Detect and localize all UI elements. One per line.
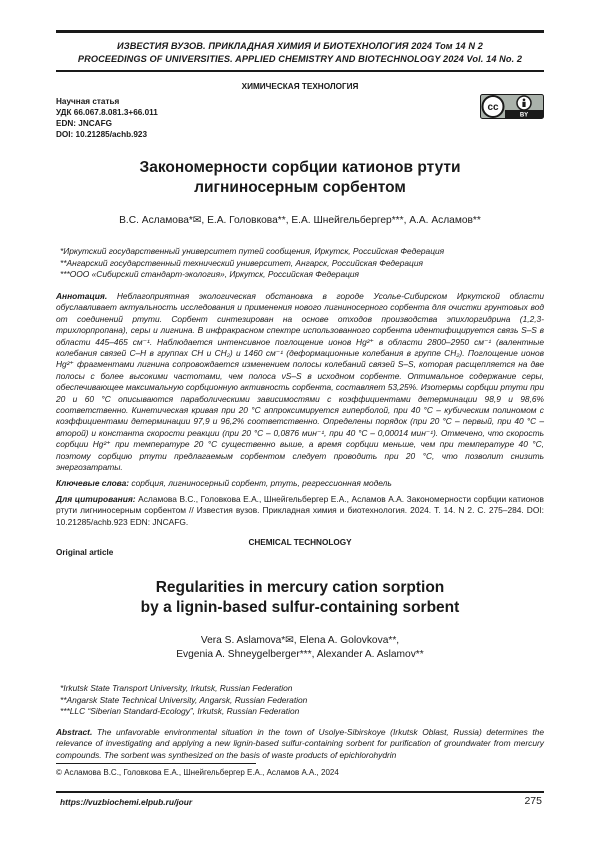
citation-text: Асламова В.С., Головкова Е.А., Шнейгельбергер Е.А., Асламов А.А. Закономерности сорбции катионов ртути лигниносерным сорбентом // Известия вузов. Прикладная химия и биотехнология. 2024. Т. 14. N 2. С. 275–284. DOI: 10.21285/achb.923 EDN: JNCAFG. <box>56 494 545 527</box>
abstract-ru <box>56 291 544 474</box>
footer-rule <box>56 791 544 793</box>
title-ru-line2: лигниносерным сорбентом <box>194 179 406 196</box>
title-ru-line1: Закономерности сорбции катионов ртути <box>139 159 461 176</box>
title-ru <box>56 158 544 198</box>
affiliation-ru-2: **Ангарский государственный технический университет, Ангарск, Российская Федерация <box>60 257 423 268</box>
journal-title-ru: ИЗВЕСТИЯ ВУЗОВ. ПРИКЛАДНАЯ ХИМИЯ И БИОТЕХНОЛОГИЯ 2024 Том 14 N 2 <box>116 41 483 51</box>
keywords-ru-text: сорбция, лигниносерный сорбент, ртуть, регрессионная модель <box>131 478 392 488</box>
doi: DOI: 10.21285/achb.923 <box>56 130 148 139</box>
journal-header <box>56 40 544 66</box>
title-en <box>56 578 544 618</box>
affiliation-en-3: ***LLC “Siberian Standard-Ecology”, Irkutsk, Russian Federation <box>60 706 300 716</box>
rubric-ru: ХИМИЧЕСКАЯ ТЕХНОЛОГИЯ <box>241 82 359 91</box>
affiliation-ru-3: ***ООО «Сибирский стандарт-экология», Иркутск, Российская Федерация <box>60 269 360 279</box>
affiliation-en-2: **Angarsk State Technical University, Angarsk, Russian Federation <box>60 694 308 705</box>
article-type-ru: Научная статья <box>56 97 120 106</box>
abstract-en <box>56 727 544 761</box>
page-number: 275 <box>524 795 542 807</box>
title-en-line1: Regularities in mercury cation sorption <box>155 579 445 596</box>
abstract-en-label: Abstract. <box>56 727 93 737</box>
abstract-ru-text: Неблагоприятная экологическая обстановка в городе Усолье-Сибирском Иркутской области обуславливает актуальность исследования и применения нового лигниносерного сорбента для очистки грунтовых вод от соединений ртути. Сорбент синтезирован на основе отходов производства эпихлоргидрина (1,2,3-трихлорпропана), серы и лигнина. В инфракрасном спектре использованного сорбента идентифицируется связь S–S в области 445–465 см⁻¹. Наблюдается интенсивное поглощение ионов Hg²⁺ в области 2800–2950 см⁻¹ (валентные колебания связей C–H в группах CH и CH₂) и 1460 см⁻¹ (деформационные колебания в группе CH₂). Поглощение ионов Hg²⁺ фрагментами лигнина сопровождается изменением полосы колебаний связей S–S, которая расщепляется на две полосы с более высокими частотами, чем полоса νS–S в исходном сорбенте. Оптимальное содержание серы, обеспечивающее максимальную сорбционную активность сорбента, составляет 53,25%. Изотермы сорбции ртути при 20 и 60 °C описываются параболическими зависимостями с коэффициентами детерминации 98,9 и 98,6% соответственно. Кинетическая кривая при 20 °C аппроксимируется гиперболой, при 40 °C – кубическим полиномом с коэффициентами детерминации 97,9 и 96,2% соответственно. Определены порядок (при 20 °C – первый, при 40 °C – второй) и константа скорости реакции (при 20 °C – 0,0876 мин⁻¹, при 40 °C – 0,00014 мин⁻¹). Отмечено, что скорость сорбции Hg²⁺ при температуре 20 °C существенно выше, а время сорбции меньше, чем при температуре 40 °C, поэтому сорбцию ртути предлагаемым сорбентом следует проводить при 20 °C, что позволит снизить энергозатраты. <box>56 291 545 473</box>
udc: УДК 66.067.8.081.3+66.011 <box>56 108 158 117</box>
footnote-rule <box>56 763 256 764</box>
journal-url-link[interactable]: https://vuzbiochemi.elpub.ru/jour <box>60 797 193 807</box>
affiliations-ru <box>60 246 544 281</box>
title-en-line2: by a lignin-based sulfur-containing sorbent <box>140 599 460 616</box>
cc-by-license-badge[interactable] <box>480 94 544 119</box>
authors-en-line1: Vera S. Aslamova*✉, Elena A. Golovkova**, <box>200 635 400 646</box>
copyright: © Асламова В.С., Головкова Е.А., Шнейгельбергер Е.А., Асламов А.А., 2024 <box>56 768 339 777</box>
top-rule <box>56 30 544 33</box>
affiliation-ru-1: *Иркутский государственный университет путей сообщения, Иркутск, Российская Федерация <box>60 246 445 256</box>
abstract-ru-label: Аннотация. <box>56 291 108 301</box>
cc-letters: cc <box>487 102 499 113</box>
keywords-ru <box>56 478 544 489</box>
affiliations-en <box>60 683 544 718</box>
keywords-ru-label: Ключевые слова: <box>56 478 130 488</box>
article-meta <box>56 96 158 140</box>
authors-en-line2: Evgenia A. Shneygelberger***, Alexander A. Aslamov** <box>176 649 424 660</box>
affiliation-en-1: *Irkutsk State Transport University, Irkutsk, Russian Federation <box>60 683 293 693</box>
abstract-en-text: The unfavorable environmental situation in the town of Usolye-Sibirskoye (Irkutsk Oblast, Russia) determines the relevance of investigating and applying a new lignin-based sulfur-containing sorbent for purification of groundwater from mercury compounds. The sorbent was synthesized on the basis of waste products of epichlorohydrin <box>56 727 544 760</box>
rubric-en: CHEMICAL TECHNOLOGY <box>248 538 352 547</box>
by-label: BY <box>519 112 529 119</box>
edn: EDN: JNCAFG <box>56 119 112 128</box>
citation <box>56 494 544 528</box>
header-rule <box>56 70 544 72</box>
journal-title-en: PROCEEDINGS OF UNIVERSITIES. APPLIED CHEMISTRY AND BIOTECHNOLOGY 2024 Vol. 14 No. 2 <box>77 54 523 64</box>
authors-ru: В.С. Асламова*✉, Е.А. Головкова**, Е.А. Шнейгельбергер***, А.А. Асламов** <box>119 215 481 226</box>
authors-en <box>56 634 544 662</box>
article-type-en: Original article <box>56 548 114 557</box>
citation-label: Для цитирования: <box>56 494 136 504</box>
